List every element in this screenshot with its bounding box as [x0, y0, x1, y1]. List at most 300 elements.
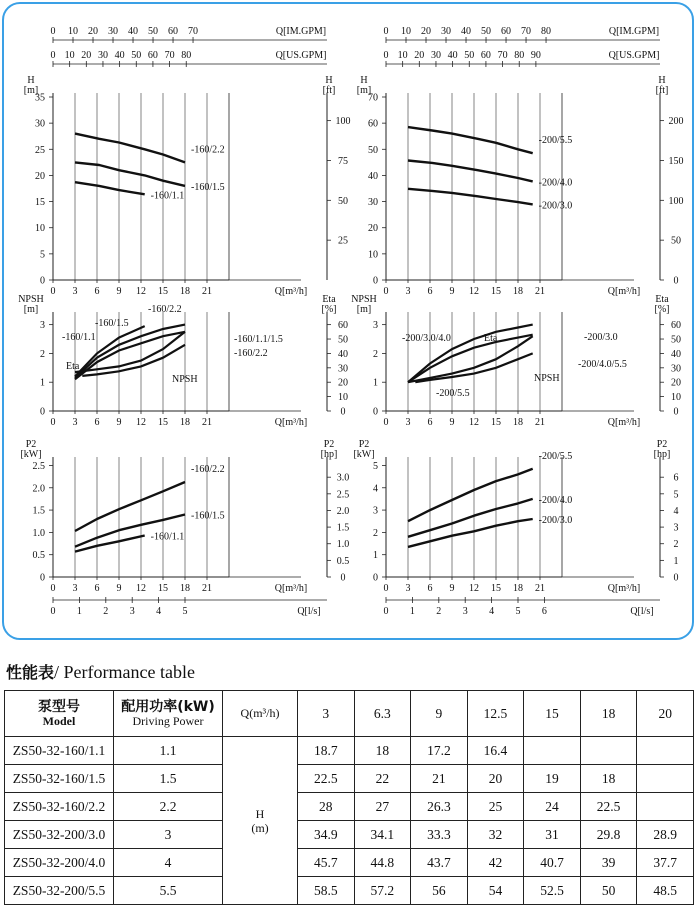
curve-label: -160/2.2	[148, 304, 182, 315]
x-axis-label: Q[m³/h]	[607, 417, 641, 428]
head-value-cell: 54	[467, 877, 524, 905]
model-cell: ZS50-32-160/1.5	[5, 765, 114, 793]
right-tick-label: 200	[668, 116, 684, 128]
x-tick-label: 0	[383, 286, 389, 297]
top-tick-label: 90	[530, 50, 541, 61]
top-tick-label: 20	[421, 26, 432, 37]
right-tick-label: 2.5	[336, 489, 350, 501]
y-axis-unit: [kW]	[20, 449, 42, 460]
top-tick-label: 30	[97, 50, 108, 61]
right-axis-label: H	[325, 75, 333, 86]
head-value-cell: 17.2	[411, 737, 468, 765]
curve-label: -160/2.2	[234, 348, 268, 359]
x-tick-label: 21	[535, 583, 545, 594]
right-axis-label: H	[658, 75, 666, 86]
x-tick-label: 3	[405, 583, 411, 594]
bottom-tick-label: 2	[103, 606, 109, 617]
top-tick-label: 40	[447, 50, 458, 61]
curve-label: -200/5.5	[436, 388, 470, 399]
y-axis-unit: [kW]	[353, 449, 375, 460]
x-tick-label: 15	[158, 583, 168, 594]
y-axis-label: P2	[25, 439, 37, 450]
header-flow-value: 12.5	[467, 691, 524, 737]
right-axis-unit: [%]	[321, 304, 337, 315]
right-tick-label: 60	[671, 320, 681, 332]
x-tick-label: 21	[202, 417, 212, 428]
header-flow: Q(m³/h)	[223, 691, 298, 737]
curve-label: -200/3.0	[584, 332, 618, 343]
head-value-cell: 24	[524, 793, 581, 821]
right-tick-label: 50	[671, 334, 681, 346]
top-axis-label: Q[US.GPM]	[275, 50, 327, 61]
x-tick-label: 9	[116, 417, 122, 428]
right-tick-label: 25	[338, 235, 348, 247]
x-tick-label: 0	[50, 286, 56, 297]
x-tick-label: 15	[491, 417, 501, 428]
bottom-tick-label: 1	[76, 606, 82, 617]
series-label: -200/5.5	[538, 450, 573, 462]
power-cell: 3	[114, 821, 223, 849]
series-label: -160/1.5	[191, 510, 225, 522]
top-tick-label: 80	[541, 26, 552, 37]
series-line	[408, 161, 533, 182]
x-tick-label: 12	[469, 583, 479, 594]
y-tick-label: 0	[40, 275, 45, 287]
right-tick-label: 150	[668, 155, 684, 167]
bottom-tick-label: 4	[156, 606, 162, 617]
head-value-cell: 22	[354, 765, 411, 793]
header-power-en: Driving Power	[132, 713, 204, 728]
right-tick-label: 3.0	[336, 472, 350, 484]
right-axis-unit: [ft]	[655, 85, 669, 96]
table-row	[5, 793, 694, 821]
series-line	[75, 162, 185, 186]
bottom-tick-label: 5	[182, 606, 188, 617]
header-flow-value: 15	[524, 691, 581, 737]
x-tick-label: 18	[180, 417, 190, 428]
y-tick-label: 25	[35, 144, 45, 156]
chart-panel-npsh-eta-160	[49, 312, 331, 414]
right-tick-label: 50	[338, 195, 348, 207]
series-label: -200/3.0	[538, 515, 573, 526]
x-tick-label: 21	[535, 417, 545, 428]
header-flow-value: 3	[298, 691, 355, 737]
y-tick-label: 30	[368, 197, 378, 209]
x-tick-label: 21	[202, 583, 212, 594]
y-tick-label: 40	[368, 170, 378, 182]
head-value-cell: 52.5	[524, 877, 581, 905]
y-tick-label: 5	[40, 249, 45, 261]
x-tick-label: 12	[136, 417, 146, 428]
y-tick-label: 35	[35, 92, 45, 104]
top-tick-label: 20	[81, 50, 92, 61]
x-tick-label: 0	[383, 583, 389, 594]
y-tick-label: 0	[40, 406, 45, 418]
top-tick-label: 0	[383, 50, 389, 61]
top-tick-label: 50	[131, 50, 142, 61]
y-axis-label: P2	[358, 439, 370, 450]
header-flow-value: 18	[580, 691, 637, 737]
right-tick-label: 40	[338, 348, 348, 360]
right-tick-label: 2.0	[336, 505, 350, 517]
x-tick-label: 15	[158, 286, 168, 297]
power-cell: 2.2	[114, 793, 223, 821]
series-line	[408, 189, 533, 205]
right-tick-label: 6	[673, 472, 679, 484]
right-axis-label: Eta	[655, 294, 669, 305]
bottom-tick-label: 3	[462, 606, 468, 617]
y-tick-label: 2	[373, 527, 378, 539]
y-tick-label: 1	[40, 377, 45, 389]
top-tick-label: 20	[88, 26, 99, 37]
right-axis-unit: [%]	[654, 304, 670, 315]
right-tick-label: 50	[338, 334, 348, 346]
chart-panel-head-160	[49, 37, 331, 283]
right-tick-label: 40	[671, 348, 681, 360]
performance-table	[4, 690, 694, 905]
y-tick-label: 2.5	[32, 460, 45, 472]
head-value-cell: 33.3	[411, 821, 468, 849]
x-tick-label: 18	[513, 417, 523, 428]
top-tick-label: 60	[168, 26, 179, 37]
chart-panel-power-160	[49, 457, 331, 603]
right-tick-label: 10	[338, 392, 348, 404]
y-tick-label: 1	[373, 377, 378, 389]
head-value-cell: 31	[524, 821, 581, 849]
top-tick-label: 0	[50, 26, 56, 37]
right-axis-label: Eta	[322, 294, 336, 305]
head-value-cell: 26.3	[411, 793, 468, 821]
head-value-cell: 28	[298, 793, 355, 821]
top-tick-label: 0	[50, 50, 56, 61]
head-value-cell	[524, 737, 581, 765]
table-body	[5, 737, 694, 905]
head-value-cell: 18.7	[298, 737, 355, 765]
series-label: -160/2.2	[191, 463, 225, 475]
performance-table-title-cn: 性能表	[6, 663, 55, 682]
right-tick-label: 4	[673, 505, 679, 517]
right-tick-label: 1.5	[336, 522, 350, 534]
head-value-cell: 40.7	[524, 849, 581, 877]
bottom-axis-label: Q[l/s]	[630, 606, 654, 617]
right-tick-label: 30	[338, 363, 348, 375]
head-value-cell	[637, 765, 694, 793]
head-value-cell: 19	[524, 765, 581, 793]
head-value-cell: 21	[411, 765, 468, 793]
x-tick-label: 0	[50, 417, 56, 428]
x-axis-label: Q[m³/h]	[607, 286, 641, 297]
right-tick-label: 100	[335, 116, 351, 128]
right-tick-label: 100	[668, 195, 684, 207]
head-unit: (m)	[251, 820, 269, 835]
right-tick-label: 5	[673, 489, 679, 501]
right-axis-unit: [hp]	[653, 449, 671, 460]
x-tick-label: 6	[427, 286, 433, 297]
head-value-cell: 29.8	[580, 821, 637, 849]
series-label: -200/5.5	[538, 135, 573, 147]
y-tick-label: 0	[40, 572, 45, 584]
top-tick-label: 10	[401, 26, 412, 37]
header-flow-value: 20	[637, 691, 694, 737]
x-tick-label: 6	[94, 286, 100, 297]
x-tick-label: 0	[383, 417, 389, 428]
bottom-tick-label: 4	[489, 606, 495, 617]
y-axis-label: H	[27, 75, 35, 86]
right-tick-label: 0	[673, 406, 679, 418]
right-tick-label: 20	[671, 377, 681, 389]
top-tick-label: 60	[501, 26, 512, 37]
x-tick-label: 12	[469, 286, 479, 297]
x-axis-label: Q[m³/h]	[274, 417, 308, 428]
header-power	[114, 691, 223, 737]
top-tick-label: 50	[148, 26, 159, 37]
y-tick-label: 2	[373, 348, 378, 360]
y-tick-label: 3	[373, 320, 378, 332]
head-value-cell: 42	[467, 849, 524, 877]
head-value-cell: 37.7	[637, 849, 694, 877]
model-cell: ZS50-32-160/1.1	[5, 737, 114, 765]
head-value-cell	[637, 793, 694, 821]
table-row	[5, 877, 694, 905]
top-tick-label: 10	[68, 26, 79, 37]
table-row	[5, 849, 694, 877]
x-tick-label: 9	[449, 417, 455, 428]
head-value-cell: 28.9	[637, 821, 694, 849]
y-tick-label: 20	[368, 223, 378, 235]
head-value-cell: 18	[580, 765, 637, 793]
curve-label: -160/1.1/1.5	[234, 334, 283, 345]
right-axis-label: P2	[656, 439, 668, 450]
table-row	[5, 765, 694, 793]
x-tick-label: 15	[158, 417, 168, 428]
y-axis-unit: [m]	[356, 304, 372, 315]
top-tick-label: 60	[480, 50, 491, 61]
x-tick-label: 9	[449, 583, 455, 594]
series-label: -160/1.5	[191, 181, 225, 193]
y-tick-label: 3	[40, 320, 45, 332]
right-axis-unit: [ft]	[322, 85, 336, 96]
model-cell: ZS50-32-200/3.0	[5, 821, 114, 849]
bottom-tick-label: 6	[541, 606, 547, 617]
y-tick-label: 1	[373, 550, 378, 562]
top-axis-label: Q[IM.GPM]	[608, 26, 660, 37]
series-label: -160/2.2	[191, 144, 225, 156]
bottom-axis-label: Q[l/s]	[297, 606, 321, 617]
x-tick-label: 12	[136, 286, 146, 297]
series-label: -200/4.0	[538, 494, 573, 506]
x-axis-label: Q[m³/h]	[274, 286, 308, 297]
head-value-cell: 57.2	[354, 877, 411, 905]
performance-table-title-en: / Performance table	[54, 662, 195, 682]
x-tick-label: 3	[72, 583, 78, 594]
y-tick-label: 30	[35, 118, 45, 130]
right-tick-label: 10	[671, 392, 681, 404]
series-label: -160/1.1	[150, 190, 185, 202]
right-tick-label: 1.0	[336, 539, 350, 551]
table-row	[5, 737, 694, 765]
head-value-cell: 18	[354, 737, 411, 765]
top-tick-label: 10	[397, 50, 408, 61]
header-model-en: Model	[42, 713, 76, 728]
head-value-cell: 44.8	[354, 849, 411, 877]
model-cell: ZS50-32-200/4.0	[5, 849, 114, 877]
right-tick-label: 0	[673, 572, 679, 584]
right-tick-label: 1	[673, 555, 679, 567]
y-axis-unit: [m]	[356, 85, 372, 96]
right-axis-unit: [hp]	[320, 449, 338, 460]
y-tick-label: 15	[35, 197, 45, 209]
y-axis-unit: [m]	[23, 304, 39, 315]
series-label: -160/1.1	[150, 531, 185, 543]
y-tick-label: 60	[368, 118, 378, 130]
curve-label: NPSH	[534, 373, 560, 384]
right-tick-label: 0.5	[336, 555, 350, 567]
head-value-cell: 50	[580, 877, 637, 905]
head-label-cell	[223, 737, 298, 905]
curve-label: NPSH	[172, 374, 198, 385]
top-tick-label: 50	[464, 50, 475, 61]
x-tick-label: 18	[180, 286, 190, 297]
y-tick-label: 50	[368, 144, 378, 156]
top-tick-label: 70	[188, 26, 199, 37]
top-tick-label: 40	[128, 26, 139, 37]
top-axis-label: Q[IM.GPM]	[275, 26, 327, 37]
x-tick-label: 6	[94, 583, 100, 594]
header-power-cn: 配用功率(kW)	[121, 698, 215, 715]
x-axis-label: Q[m³/h]	[607, 583, 641, 594]
curve-label: -160/1.5	[95, 318, 129, 329]
right-tick-label: 75	[338, 155, 348, 167]
x-tick-label: 18	[180, 583, 190, 594]
series-line	[408, 127, 533, 153]
x-tick-label: 12	[136, 583, 146, 594]
y-tick-label: 1.5	[32, 505, 45, 517]
x-tick-label: 6	[427, 417, 433, 428]
series-line	[75, 182, 145, 194]
x-tick-label: 21	[202, 286, 212, 297]
bottom-tick-label: 1	[409, 606, 415, 617]
top-tick-label: 40	[114, 50, 125, 61]
top-tick-label: 50	[481, 26, 492, 37]
x-tick-label: 6	[94, 417, 100, 428]
power-cell: 1.1	[114, 737, 223, 765]
head-value-cell: 16.4	[467, 737, 524, 765]
top-tick-label: 30	[430, 50, 441, 61]
top-tick-label: 30	[108, 26, 119, 37]
header-model-cn: 泵型号	[38, 698, 80, 715]
top-tick-label: 80	[181, 50, 192, 61]
top-tick-label: 70	[497, 50, 508, 61]
y-tick-label: 1.0	[32, 527, 45, 539]
y-tick-label: 4	[373, 483, 378, 495]
top-tick-label: 30	[441, 26, 452, 37]
head-value-cell: 22.5	[298, 765, 355, 793]
head-value-cell	[637, 737, 694, 765]
bottom-tick-label: 0	[383, 606, 389, 617]
x-tick-label: 3	[405, 286, 411, 297]
y-axis-label: H	[360, 75, 368, 86]
performance-table-title	[6, 660, 195, 683]
right-tick-label: 0	[340, 572, 346, 584]
head-value-cell: 25	[467, 793, 524, 821]
bottom-tick-label: 3	[129, 606, 135, 617]
x-tick-label: 0	[50, 583, 56, 594]
right-axis-label: P2	[323, 439, 335, 450]
header-model	[5, 691, 114, 737]
right-tick-label: 20	[338, 377, 348, 389]
top-tick-label: 0	[383, 26, 389, 37]
top-tick-label: 40	[461, 26, 472, 37]
y-tick-label: 2	[40, 348, 45, 360]
bottom-tick-label: 0	[50, 606, 56, 617]
bottom-tick-label: 5	[515, 606, 521, 617]
head-value-cell: 45.7	[298, 849, 355, 877]
x-tick-label: 15	[491, 583, 501, 594]
y-tick-label: 10	[35, 223, 45, 235]
head-value-cell	[580, 737, 637, 765]
top-tick-label: 80	[514, 50, 525, 61]
head-value-cell: 39	[580, 849, 637, 877]
power-cell: 5.5	[114, 877, 223, 905]
bottom-tick-label: 2	[436, 606, 442, 617]
x-tick-label: 3	[72, 417, 78, 428]
head-value-cell: 58.5	[298, 877, 355, 905]
model-cell: ZS50-32-200/5.5	[5, 877, 114, 905]
curve-label: Eta	[66, 361, 80, 372]
y-tick-label: 10	[368, 249, 378, 261]
top-tick-label: 70	[164, 50, 175, 61]
y-axis-label: NPSH	[351, 294, 377, 305]
y-tick-label: 3	[373, 505, 378, 517]
y-tick-label: 5	[373, 460, 378, 472]
curve-label: -200/4.0/5.5	[578, 359, 627, 370]
top-axis-label: Q[US.GPM]	[608, 50, 660, 61]
x-axis-label: Q[m³/h]	[274, 583, 308, 594]
series-line	[408, 469, 533, 521]
x-tick-label: 6	[427, 583, 433, 594]
head-value-cell: 48.5	[637, 877, 694, 905]
top-tick-label: 60	[147, 50, 158, 61]
head-value-cell: 27	[354, 793, 411, 821]
chart-panel-power-200	[382, 457, 664, 603]
x-tick-label: 9	[116, 286, 122, 297]
head-value-cell: 34.1	[354, 821, 411, 849]
power-cell: 1.5	[114, 765, 223, 793]
y-tick-label: 70	[368, 92, 378, 104]
x-tick-label: 3	[72, 286, 78, 297]
head-value-cell: 22.5	[580, 793, 637, 821]
series-label: -200/3.0	[538, 200, 573, 212]
y-tick-label: 2.0	[32, 483, 45, 495]
right-tick-label: 0	[673, 275, 679, 287]
right-tick-label: 60	[338, 320, 348, 332]
right-tick-label: 2	[673, 539, 679, 551]
y-tick-label: 0	[373, 572, 378, 584]
x-tick-label: 18	[513, 583, 523, 594]
header-flow-value: 9	[411, 691, 468, 737]
right-tick-label: 3	[673, 522, 679, 534]
head-label: H	[255, 806, 265, 821]
npsh-curve	[82, 345, 185, 376]
series-line	[75, 134, 185, 163]
model-cell: ZS50-32-160/2.2	[5, 793, 114, 821]
right-tick-label: 30	[671, 363, 681, 375]
x-tick-label: 12	[469, 417, 479, 428]
head-value-cell: 56	[411, 877, 468, 905]
head-value-cell: 32	[467, 821, 524, 849]
right-tick-label: 0	[340, 406, 346, 418]
header-flow-value: 6.3	[354, 691, 411, 737]
